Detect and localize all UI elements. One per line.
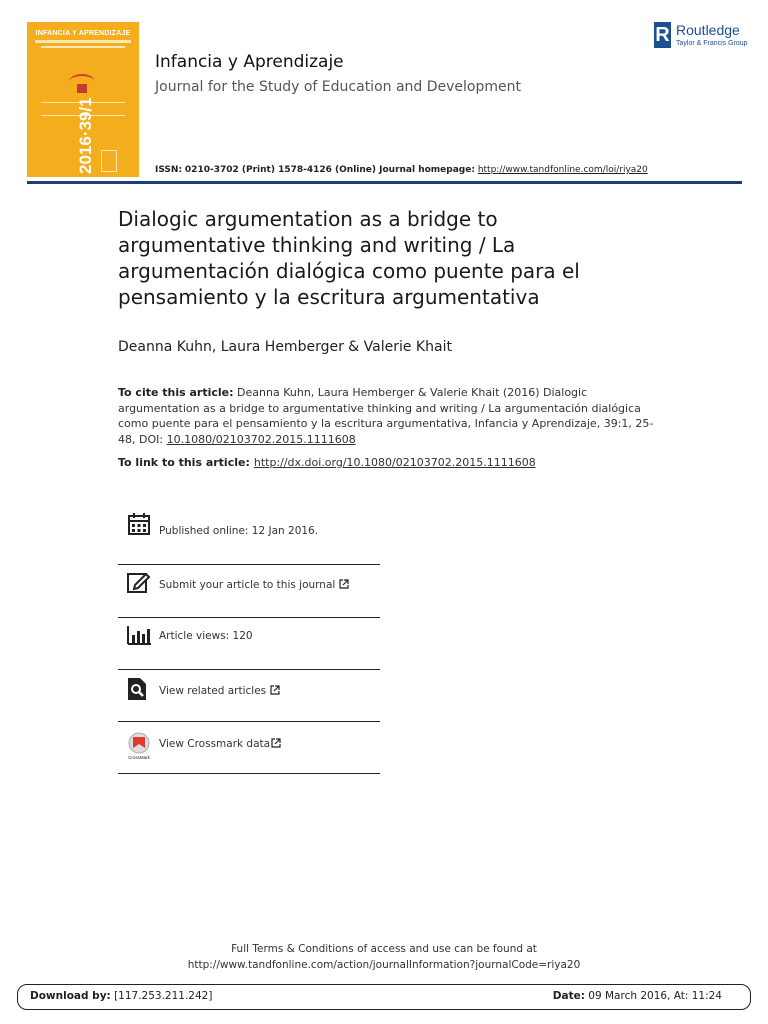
crossmark-icon [127, 732, 151, 760]
cover-year: 2016·39/1 [76, 97, 95, 174]
crossmark-label [159, 738, 281, 751]
header-divider [27, 181, 742, 184]
cover-publisher-logo [101, 150, 117, 172]
cover-emblem [77, 84, 87, 93]
submit-article-text: Submit your article to this journal [159, 579, 336, 591]
download-label: Download by: [30, 990, 111, 1002]
publisher-name: Routledge [676, 22, 740, 38]
related-articles-item[interactable] [118, 669, 380, 722]
submit-article-item[interactable] [118, 565, 380, 618]
journal-cover [27, 22, 139, 177]
external-link-icon [339, 579, 349, 592]
link-label: To link to this article: [118, 456, 250, 469]
article-views-item [118, 617, 380, 670]
external-link-icon [270, 685, 280, 698]
edit-icon [127, 571, 151, 595]
article-link-line [118, 456, 536, 469]
cover-subtitle-line [35, 40, 131, 43]
cite-text: Deanna Kuhn, Laura Hemberger & Valerie Khait (2016) Dialogic argumentation as a bridge to argumentative thinking and writing / La argumentación dialógica como puente para el pensamiento y la escritura argumentativa, Infancia y Aprendizaje, 39:1, 25-48, DOI: [118, 386, 654, 446]
issn-label: ISSN: [155, 165, 183, 175]
article-authors: Deanna Kuhn, Laura Hemberger & Valerie Khait [118, 339, 452, 355]
crossmark-text: View Crossmark data [159, 738, 271, 750]
crossmark-caption: CrossMark [128, 755, 150, 760]
journal-title: Infancia y Aprendizaje [155, 52, 344, 72]
journal-homepage-link[interactable]: http://www.tandfonline.com/loi/riya20 [477, 165, 648, 175]
calendar-icon [127, 512, 151, 536]
cite-label: To cite this article: [118, 386, 234, 399]
related-articles-label [159, 685, 280, 698]
terms-footer [0, 941, 768, 973]
article-doi-link[interactable]: http://dx.doi.org/10.1080/02103702.2015.1111608 [253, 456, 536, 469]
date-label: Date: [552, 990, 585, 1002]
submit-article-label [159, 579, 349, 592]
cover-title: INFANCIA Y APRENDIZAJE [35, 30, 131, 37]
related-articles-text: View related articles [159, 685, 267, 697]
terms-url[interactable]: http://www.tandfonline.com/action/journalInformation?journalCode=riya20 [187, 959, 581, 971]
cover-subtitle-line [41, 46, 125, 48]
terms-line-1: Full Terms & Conditions of access and use can be found at [231, 943, 537, 955]
download-ip: [117.253.211.242] [114, 990, 213, 1002]
published-online-item [118, 512, 380, 565]
bar-chart-icon [127, 625, 151, 649]
article-title: Dialogic argumentation as a bridge to argumentative thinking and writing / La argumentación dialógica como puente para el pensamiento y la escritura argumentativa [118, 207, 580, 309]
issn-line [155, 165, 648, 175]
publisher-tagline: Taylor & Francis Group [676, 40, 748, 47]
date-value: 09 March 2016, At: 11:24 [588, 990, 722, 1002]
citation-block [118, 385, 658, 447]
external-link-icon [271, 738, 281, 751]
cite-doi-link[interactable]: 10.1080/02103702.2015.1111608 [166, 432, 356, 446]
published-online-label: Published online: 12 Jan 2016. [159, 525, 319, 537]
issn-text: 0210-3702 (Print) 1578-4126 (Online) Journal homepage: [184, 165, 475, 175]
article-views-label: Article views: 120 [159, 630, 253, 642]
routledge-logo-icon: R [655, 24, 670, 46]
download-by [30, 990, 212, 1002]
search-doc-icon [127, 677, 151, 701]
download-date [553, 990, 722, 1002]
crossmark-item[interactable] [118, 721, 380, 774]
journal-subtitle: Journal for the Study of Education and Development [155, 79, 521, 95]
download-info-bar [17, 984, 751, 1010]
